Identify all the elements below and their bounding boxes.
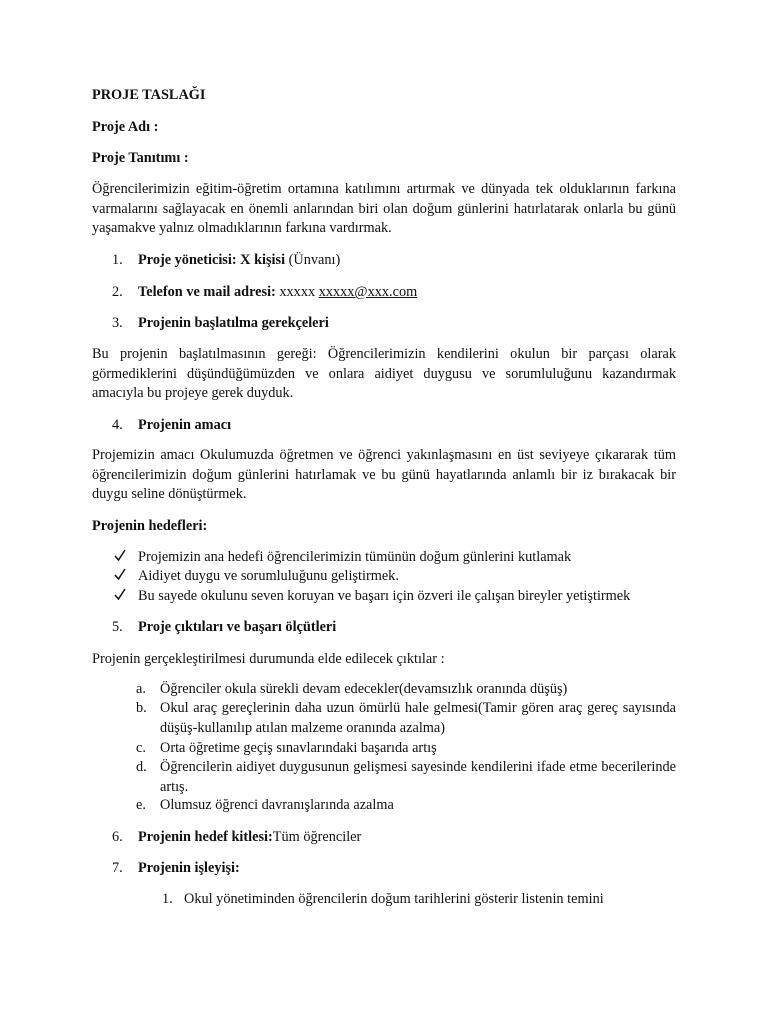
reasons-text: Bu projenin başlatılmasının gereği: Öğrencilerimizin kendilerini okulun bir parçası olarak görmediklerini düşündüğümüzden ve onlara aidiyet duygusu ve sorumluluğunu kazandırmak amacıyla bu projeye gerek duyduk.: [92, 346, 676, 401]
goals-heading: Projenin hedefleri:: [92, 518, 208, 534]
list-item: Olumsuz öğrenci davranışlarında azalma: [160, 797, 394, 813]
project-intro-text: Öğrencilerimizin eğitim-öğretim ortamına katılımını artırmak ve dünyada tek olduklarının farkına varmalarını sağlayacak en önemli anlarından biri olan doğum günlerini hatırlatarak onlarla bu günü yaşamakve yalnız olmadıklarının farkına vardırmak.: [92, 181, 676, 236]
document-title: PROJE TASLAĞI: [92, 87, 206, 103]
list-marker: b.: [136, 700, 147, 716]
item-number-7: 7.: [112, 860, 123, 876]
list-item: Öğrenciler okula sürekli devam edecekler(devamsızlık oranında düşüş): [160, 681, 568, 697]
item-number-6: 6.: [112, 829, 123, 845]
project-intro-label: Proje Tanıtımı :: [92, 150, 189, 166]
item-number-3: 3.: [112, 315, 123, 331]
list-item: Okul araç gereçlerinin daha uzun ömürlü hale gelmesi(Tamir gören araç gereç sayısında düşüş-kullanılıp atılan malzeme oranında azalma): [160, 700, 676, 736]
list-marker: e.: [136, 797, 146, 813]
goal-item: Projemizin ana hedefi öğrencilerimizin tümünün doğum günlerini kutlamak: [138, 549, 572, 565]
list-item: Okul yönetiminden öğrencilerin doğum tarihlerini gösterir listenin temini: [184, 891, 604, 907]
check-icon: [114, 548, 130, 562]
goal-item: Bu sayede okulunu seven koruyan ve başarı için özveri ile çalışan bireyler yetiştirmek: [138, 588, 631, 604]
list-marker: a.: [136, 681, 146, 697]
list-item: Öğrencilerin aidiyet duygusunun gelişmesi sayesinde kendilerini ifade etme becerilerinde artış.: [160, 759, 676, 795]
check-icon: [114, 567, 130, 581]
item-number-2: 2.: [112, 284, 123, 300]
item-number-1: 1.: [112, 252, 123, 268]
list-marker: d.: [136, 759, 147, 775]
outputs-intro: Projenin gerçekleştirilmesi durumunda elde edilecek çıktılar :: [92, 651, 445, 667]
purpose-text: Projemizin amacı Okulumuzda öğretmen ve öğrenci yakınlaşmasını en üst seviyeye çıkararak tüm öğrencilerimizin doğum günlerini hatırlamak ve bu günü hayatlarında anlamlı bir iz bırakacak bir duygu seline dönüştürmek.: [92, 447, 676, 502]
project-manager: Proje yöneticisi: X kişisi (Ünvanı): [138, 252, 341, 268]
outputs-heading: Proje çıktıları ve başarı ölçütleri: [138, 619, 337, 635]
list-item: Orta öğretime geçiş sınavlarındaki başarıda artış: [160, 740, 437, 756]
check-icon: [114, 587, 130, 601]
list-marker: c.: [136, 740, 146, 756]
item-number-5: 5.: [112, 619, 123, 635]
project-name-label: Proje Adı :: [92, 119, 159, 135]
target-audience: Projenin hedef kitlesi:Tüm öğrenciler: [138, 829, 362, 845]
purpose-heading: Projenin amacı: [138, 417, 232, 433]
goal-item: Aidiyet duygu ve sorumluluğunu geliştirmek.: [138, 568, 399, 584]
reasons-heading: Projenin başlatılma gerekçeleri: [138, 315, 329, 331]
contact-info: Telefon ve mail adresi: xxxxx xxxxx@xxx.com: [138, 284, 418, 300]
email-link[interactable]: xxxxx@xxx.com: [318, 284, 418, 300]
list-marker: 1.: [162, 891, 173, 907]
item-number-4: 4.: [112, 417, 123, 433]
process-heading: Projenin işleyişi:: [138, 860, 240, 876]
